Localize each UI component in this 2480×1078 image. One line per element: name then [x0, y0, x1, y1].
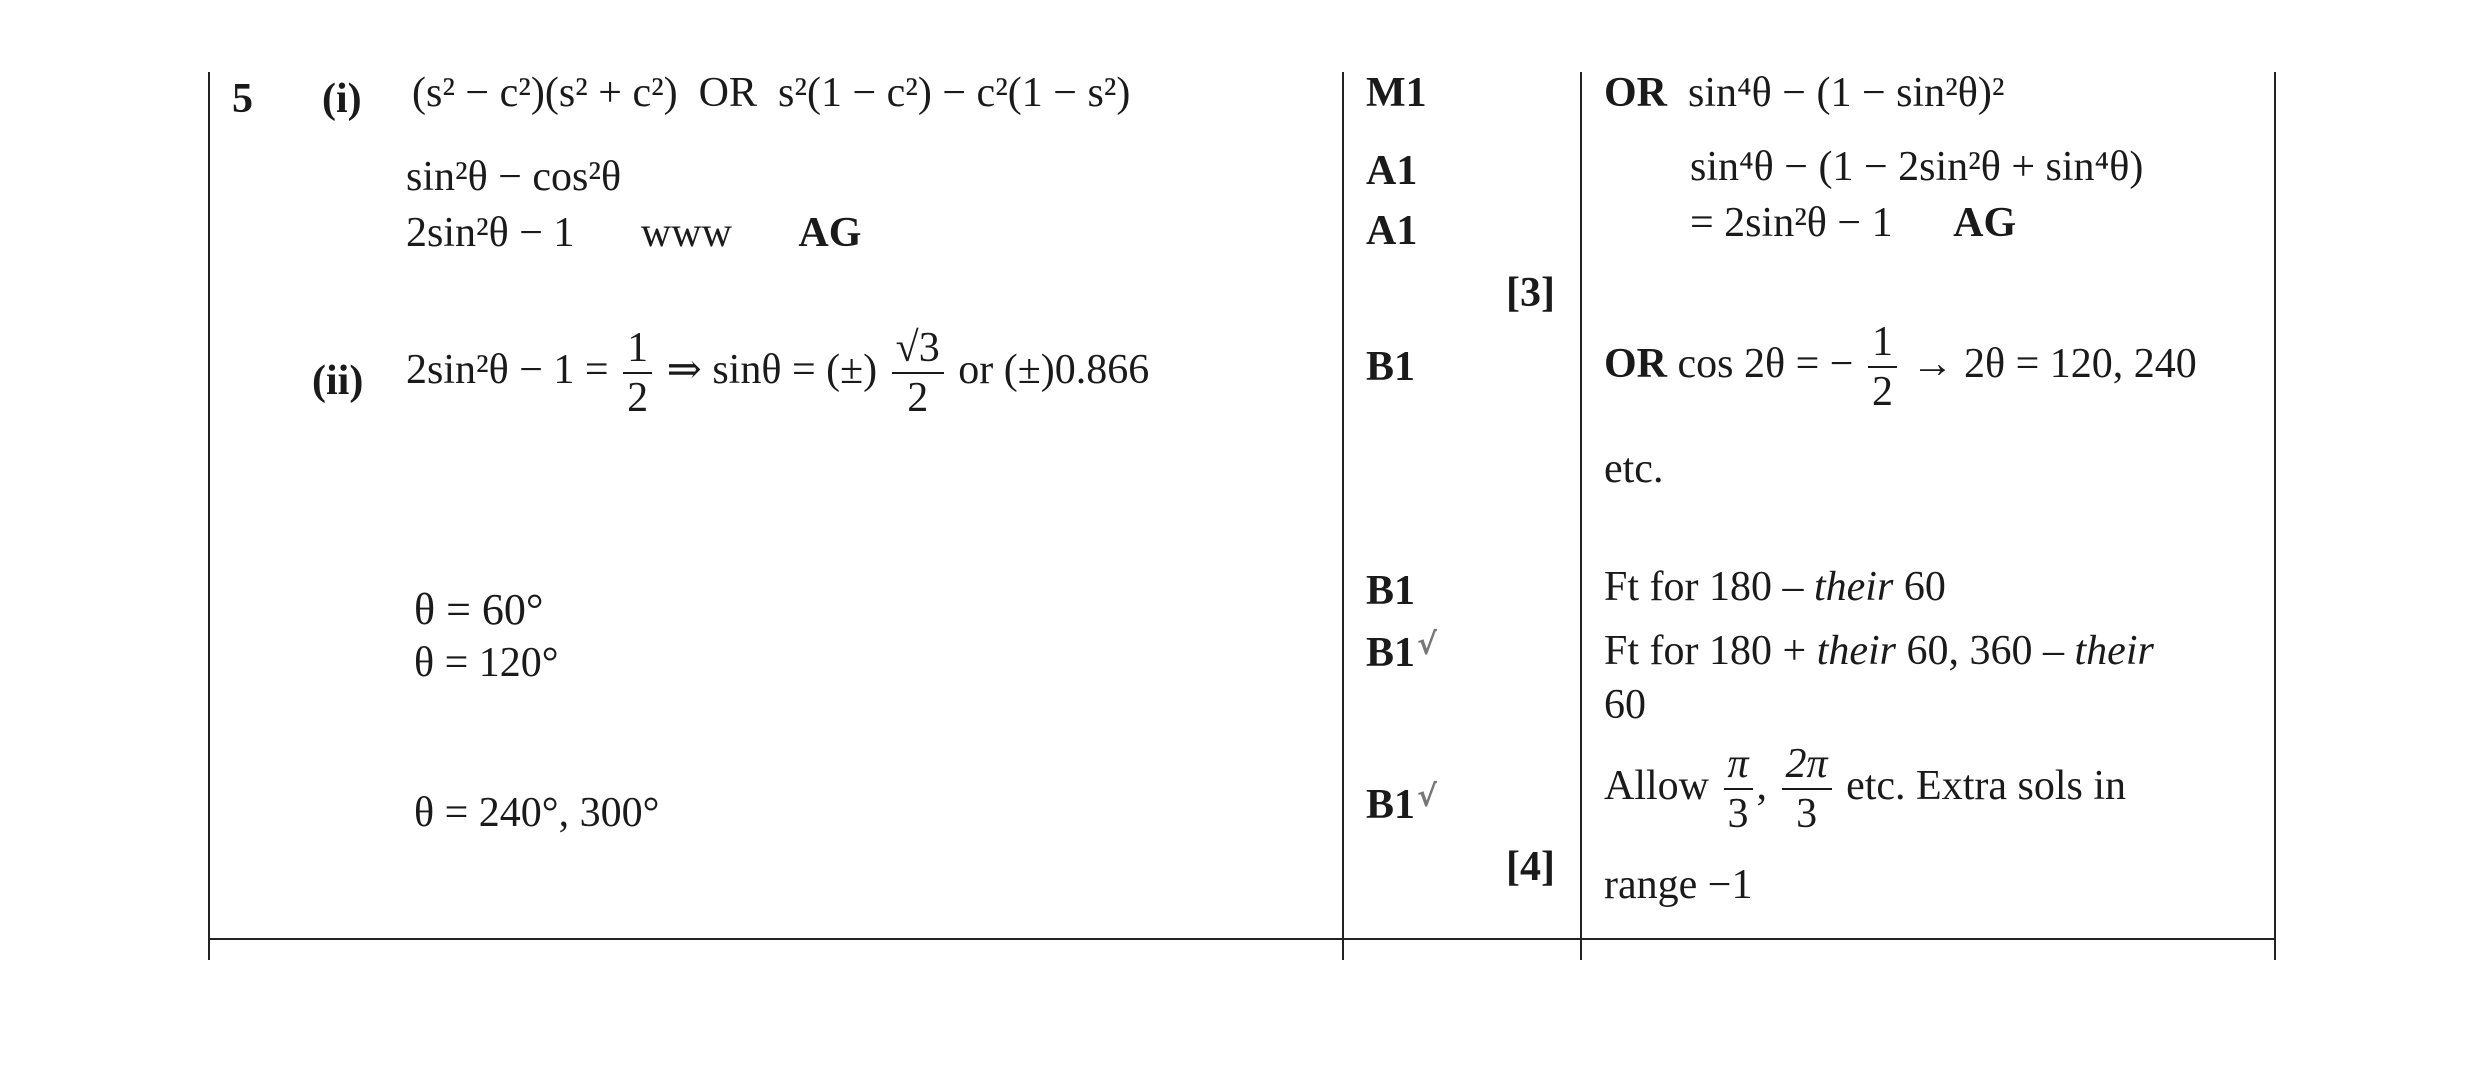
- total-i: [3]: [1506, 270, 1555, 316]
- follow-through-tick-icon: √: [1417, 627, 1438, 662]
- mark-i-2: A1: [1366, 148, 1418, 194]
- guidance-i-line3: [1690, 202, 2016, 244]
- fraction-one-half: $\frac{1}{2}$: [623, 324, 652, 423]
- total-ii: [4]: [1506, 844, 1555, 890]
- table-right-border: [2274, 72, 2276, 1010]
- part-i-line3-www: www: [640, 210, 732, 256]
- table-divider-guidance: [1580, 72, 1582, 1010]
- fraction-root3-over-2: $\frac{√3}{2}$: [892, 324, 944, 423]
- guidance-range: range −1: [1604, 862, 1753, 908]
- guidance-ii-arrow: → 2θ = 120, 240: [1911, 340, 2197, 387]
- guidance-fraction-half: $\frac{1}{2}$: [1868, 318, 1897, 417]
- part-i-line1-b: s²(1 − c²) − c²(1 − s²): [778, 70, 1131, 116]
- part-label-ii: (ii): [312, 358, 364, 404]
- mark-ii-4: B1√: [1366, 779, 1438, 828]
- guidance-i-expr1: sin⁴θ − (1 − sin²θ)²: [1688, 70, 2005, 116]
- part-label-i: (i): [322, 76, 362, 122]
- part-i-line3: [406, 212, 861, 254]
- or-text: or: [958, 346, 994, 393]
- answer-60: θ = 60°: [414, 585, 544, 634]
- part-i-line1-a: (s² − c²)(s² + c²): [412, 70, 678, 116]
- guidance-ft2-cont: 60: [1604, 682, 1646, 728]
- decimal-value: 0.866: [1054, 346, 1150, 393]
- mark-i-1: M1: [1366, 70, 1427, 116]
- guidance-i-ag: AG: [1953, 200, 2017, 246]
- part-i-line3-expr: 2sin²θ − 1: [406, 210, 575, 256]
- mark-ii-3: B1√: [1366, 627, 1438, 676]
- row-separator: [208, 938, 2276, 940]
- part-i-line1-or: OR: [698, 70, 758, 116]
- guidance-ft2: Ft for 180 + their 60, 360 – their: [1604, 628, 2154, 674]
- guidance-ii-cos-eq: cos 2θ = −: [1677, 340, 1854, 387]
- plus-minus-1: (±): [826, 346, 878, 393]
- part-ii-equation: [406, 324, 1149, 423]
- answer-120: θ = 120°: [414, 640, 559, 686]
- guidance-i-or: OR: [1604, 70, 1667, 116]
- guidance-ft1: Ft for 180 – their 60: [1604, 564, 1946, 610]
- fraction-2pi-over-3: $\frac{2\pi}{3}$: [1782, 740, 1832, 839]
- guidance-ii-etc: etc.: [1604, 446, 1664, 492]
- mark-i-3: A1: [1366, 208, 1418, 254]
- follow-through-tick-icon: √: [1417, 779, 1438, 814]
- fraction-pi-over-3: $\frac{\pi}{3}$: [1724, 740, 1753, 839]
- table-left-border: [208, 72, 210, 1010]
- guidance-i-line2: sin⁴θ − (1 − 2sin²θ + sin⁴θ): [1690, 144, 2144, 190]
- guidance-i-line1: [1604, 72, 2004, 114]
- part-ii-eq-left: 2sin²θ − 1 =: [406, 346, 609, 393]
- part-i-line3-ag: AG: [798, 210, 862, 256]
- part-i-line1: [412, 72, 1130, 114]
- implies-symbol: ⇒: [666, 346, 702, 393]
- guidance-ii-or: OR: [1604, 340, 1667, 387]
- guidance-i-expr3: = 2sin²θ − 1: [1690, 200, 1893, 246]
- plus-minus-2: (±): [1003, 346, 1055, 393]
- part-i-line2: sin²θ − cos²θ: [406, 154, 622, 200]
- page-cutoff: [0, 960, 2480, 1078]
- guidance-ii-cos: [1604, 318, 2197, 417]
- mark-ii-1: B1: [1366, 344, 1416, 390]
- mark-ii-2: B1: [1366, 568, 1416, 614]
- table-divider-marks: [1342, 72, 1344, 1010]
- answer-240-300: θ = 240°, 300°: [414, 790, 660, 836]
- guidance-allow: Allow $\frac{\pi}{3}$ , $\frac{2\pi}{3}$ etc. Extra sols in: [1604, 741, 2127, 838]
- sin-theta: sinθ =: [712, 346, 816, 393]
- question-number: 5: [232, 76, 253, 122]
